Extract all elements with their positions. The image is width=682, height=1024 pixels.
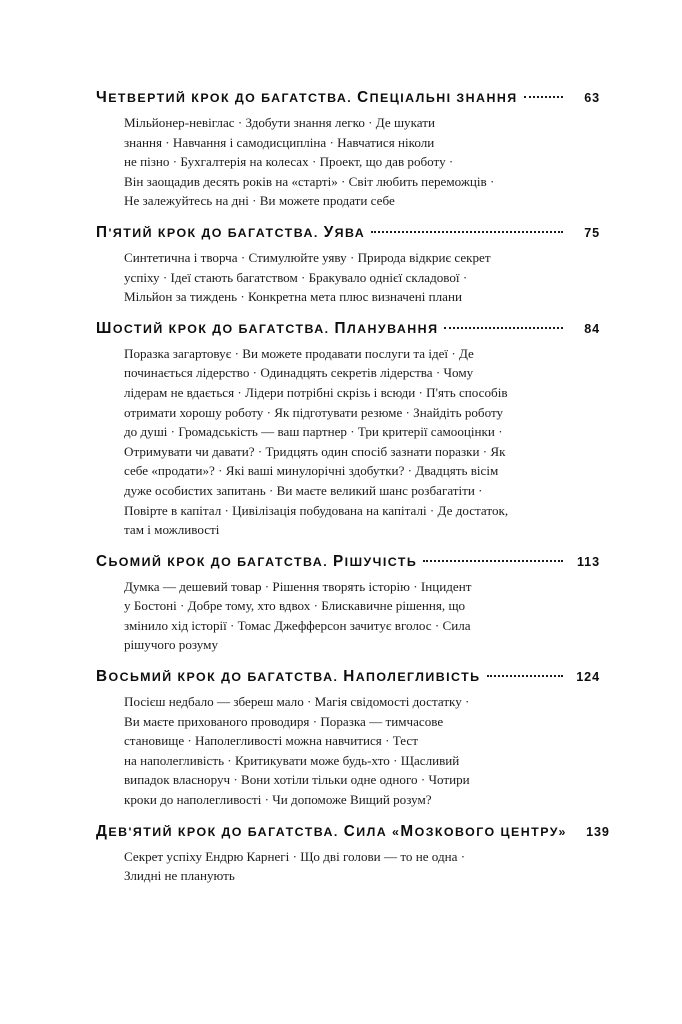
toc-summary-line: Думка — дешевий товар · Рішення творять історію · Інцидент [124,578,472,594]
toc-summary-line: кроки до наполегливості · Чи допоможе Вищий розум? [124,792,432,808]
toc-summary-line: рішучого розуму [124,637,219,653]
toc-summary-line: Мільйонер-невіглас · Здобути знання легко · Де шукати [124,115,435,130]
toc-summary-line: Він заощадив десять років на «старті» · Світ любить переможців · [124,173,495,189]
toc-summary-line: там і можливості [124,522,220,538]
toc-summary-line: Ви маєте прихованого проводиря · Поразка — тимчасове [124,713,444,729]
dot-leader [423,552,563,566]
toc-summary-line: Посієш недбало — збереш мало · Магія свідомості достатку · [124,694,470,710]
toc-entry-title: ШОСТИЙ КРОК ДО БАГАТСТВА. ПЛАНУВАННЯ [96,319,439,337]
toc-entry-summary [124,248,544,307]
toc-summary-line: Синтетична і творча · Стимулюйте уяву · Природа відкриє секрет [124,249,491,265]
toc-summary-line: становище · Наполегливості можна навчитися · Тест [124,733,418,749]
toc-summary-line: на наполегливість · Критикувати може будь-хто · Щасливий [124,752,460,768]
toc-page-number: 124 [576,670,600,685]
toc-summary-line: Злидні не планують [124,868,235,884]
toc-entry-title: СЬОМИЙ КРОК ДО БАГАТСТВА. РІШУЧІСТЬ [96,552,418,570]
toc-entry[interactable] [96,822,610,886]
toc-summary-line: знання · Навчання і самодисципліна · Навчатися ніколи [124,134,435,150]
toc-summary-line: змінило хід історії · Томас Джефферсон зачитує вголос · Сила [124,617,471,633]
toc-summary-line: себе «продати»? · Які ваші минулорічні здобутки? · Двадцять вісім [124,463,499,479]
toc-summary-line: Секрет успіху Ендрю Карнегі · Що дві голови — то не одна · [124,848,466,864]
toc-summary-line: Не залежуйтесь на дні · Ви можете продати себе [124,193,395,209]
toc-summary-line: не пізно · Бухгалтерія на колесах · Проект, що дав роботу · [124,154,454,170]
toc-entry[interactable] [96,319,600,540]
toc-entry-heading[interactable] [96,822,610,841]
toc-entry[interactable] [96,223,600,307]
toc-entry-title: ДЕВ'ЯТИЙ КРОК ДО БАГАТСТВА. СИЛА «МОЗКОВОГО ЦЕНТРУ» [96,822,567,840]
toc-entry-heading[interactable] [96,319,600,338]
toc-page-number: 84 [584,321,600,336]
toc-summary-line: отримати хорошу роботу · Як підготувати резюме · Знайдіть роботу [124,404,504,420]
dot-leader [444,319,563,333]
dot-leader [371,223,563,237]
toc-entry-summary [124,692,544,810]
toc-page-number: 113 [576,554,600,569]
toc-page-number: 63 [584,91,600,105]
toc-entry-title: ЧЕТВЕРТИЙ КРОК ДО БАГАТСТВА. СПЕЦІАЛЬНІ ЗНАННЯ [96,89,518,106]
toc-entry-heading[interactable] [96,223,600,242]
toc-entry-heading[interactable] [96,667,600,686]
toc-summary-line: дуже особистих запитань · Ви маєте великий шанс розбагатіти · [124,482,483,498]
toc-entry-summary [124,113,544,211]
toc-entry-summary [124,344,544,540]
toc-entry-heading[interactable] [96,88,600,107]
toc-entry-heading[interactable] [96,552,600,571]
toc-page-number: 75 [584,225,600,240]
toc-entry-summary [124,847,544,886]
toc-entry-title: П'ЯТИЙ КРОК ДО БАГАТСТВА. УЯВА [96,223,366,241]
toc-summary-line: Повірте в капітал · Цивілізація побудована на капіталі · Де достаток, [124,502,509,518]
toc-entry-summary [124,577,544,655]
toc-summary-line: до душі · Громадськість — ваш партнер · Три критерії самооцінки · [124,424,503,440]
table-of-contents [96,88,610,886]
toc-summary-line: починається лідерство · Одинадцять секретів лідерства · Чому [124,365,474,381]
toc-entry[interactable] [96,667,600,810]
toc-summary-line: у Бостоні · Добре тому, хто вдвох · Блискавичне рішення, що [124,598,466,614]
toc-entry[interactable] [96,552,600,655]
toc-entry[interactable] [96,88,600,211]
toc-summary-line: Поразка загартовує · Ви можете продавати послуги та ідеї · Де [124,345,474,361]
toc-summary-line: Мільйон за тиждень · Конкретна мета плюс визначені плани [124,289,462,305]
dot-leader [524,88,563,102]
toc-entry-title: ВОСЬМИЙ КРОК ДО БАГАТСТВА. НАПОЛЕГЛИВІСТЬ [96,668,481,686]
toc-summary-line: успіху · Ідеї стають багатством · Бракувало однієї складової · [124,269,468,285]
toc-page-number: 139 [586,824,610,839]
toc-summary-line: лідерам не вдається · Лідери потрібні скрізь і всюди · П'ять способів [124,384,508,400]
dot-leader [487,667,563,681]
toc-summary-line: випадок власноруч · Вони хотіли тільки одне одного · Чотири [124,772,470,788]
toc-summary-line: Отримувати чи давати? · Тридцять один спосіб зазнати поразки · Як [124,443,506,459]
